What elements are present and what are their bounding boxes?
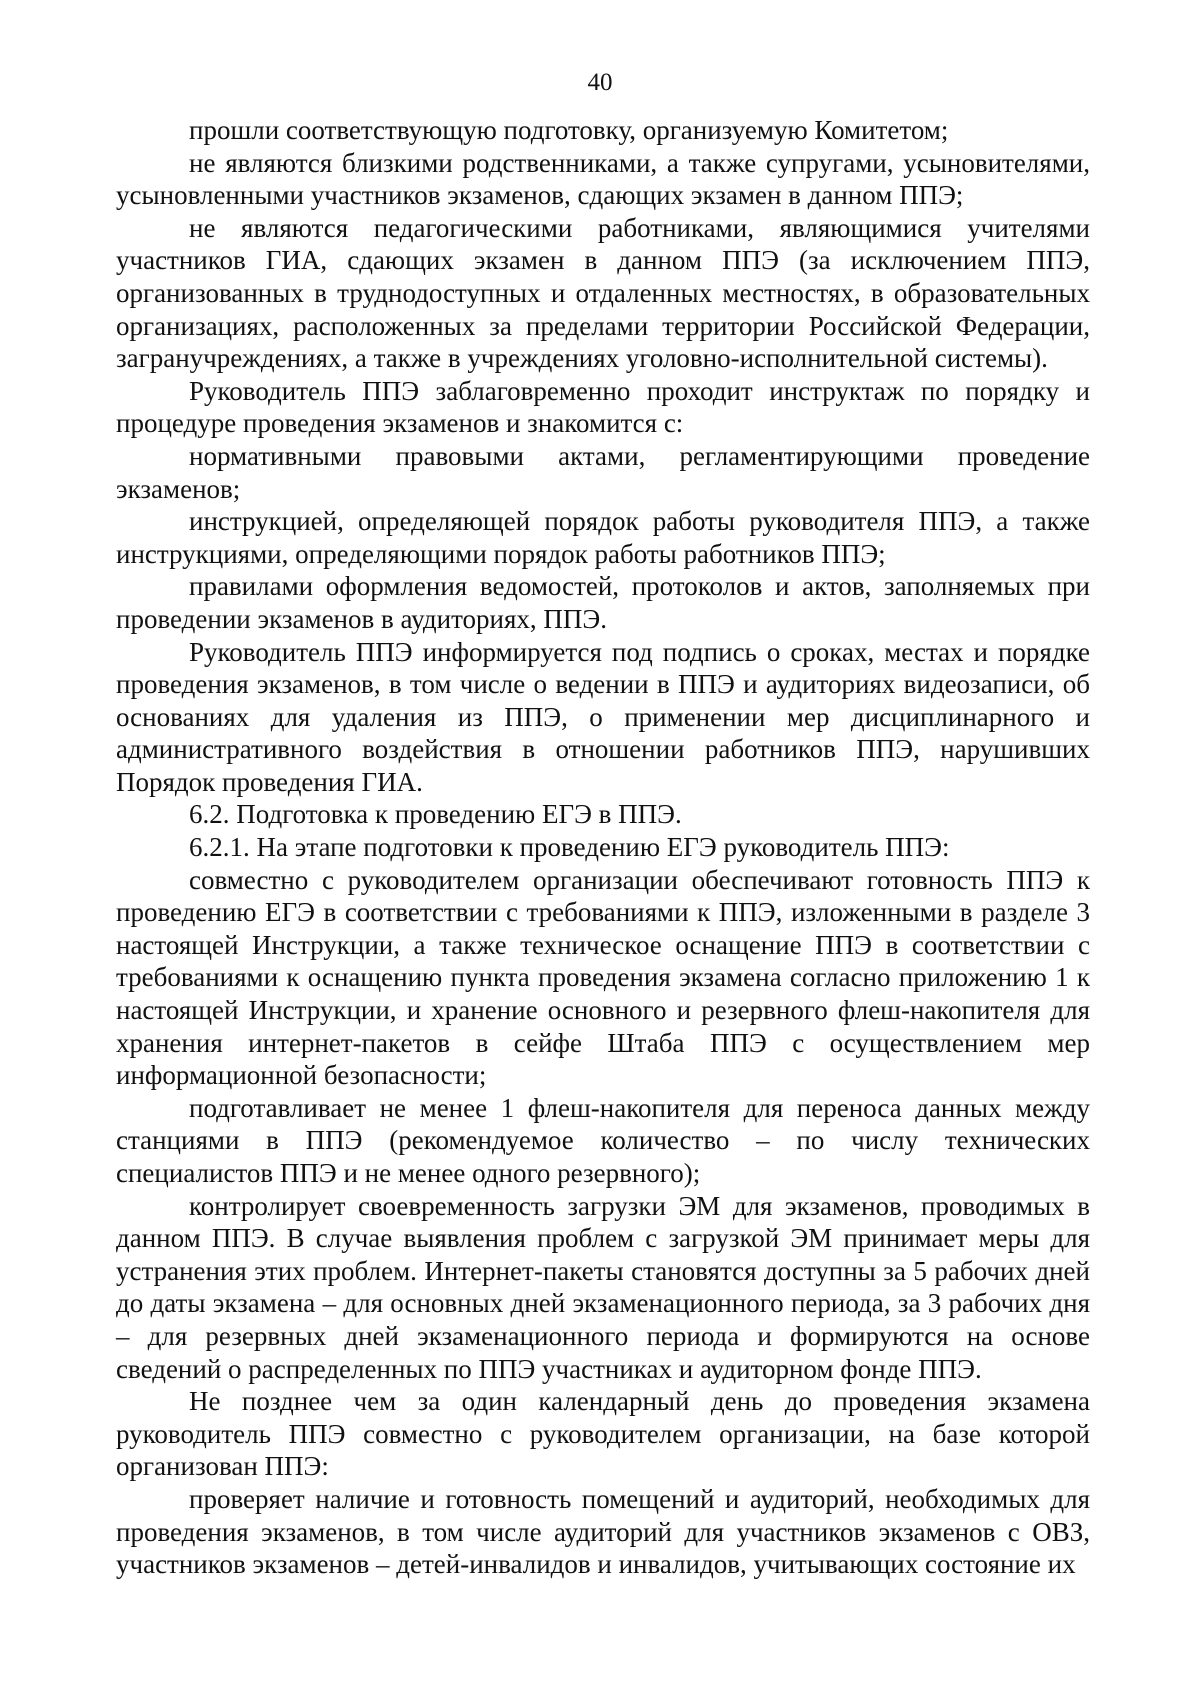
subsection-heading: 6.2.1. На этапе подготовки к проведению ЕГЭ руководитель ППЭ: — [189, 832, 950, 863]
paragraph: Не позднее чем за один календарный день до проведения экзамена руководитель ППЭ совместно с руководителем организации, на базе которой организован ППЭ: — [116, 1386, 1090, 1482]
paragraph: проверяет наличие и готовность помещений и аудиторий, необходимых для проведения экзаменов, в том числе аудиторий для участников экзаменов с ОВЗ, участников экзаменов – детей-инвалидов и инвалидов, учитывающих состояние их — [116, 1483, 1090, 1580]
page-number: 40 — [587, 69, 613, 96]
paragraph: инструкцией, определяющей порядок работы руководителя ППЭ, а также инструкциями, определяющими порядок работы работников ППЭ; — [116, 506, 1090, 569]
paragraph: нормативными правовыми актами, регламентирующими проведение экзаменов; — [116, 440, 1090, 504]
paragraph: не являются близкими родственниками, а также супругами, усыновителями, усыновленными участников экзаменов, сдающих экзамен в данном ППЭ; — [116, 147, 1090, 211]
paragraph: правилами оформления ведомостей, протоколов и актов, заполняемых при проведении экзаменов в аудиториях, ППЭ. — [116, 571, 1090, 634]
paragraph: не являются педагогическими работниками, являющимися учителями участников ГИА, сдающих экзамен в данном ППЭ (за исключением ППЭ, организованных в труднодоступных и отдаленных местностях, в образовательных организациях, расположенных за пределами территории Российской Федерации, загранучреждениях, а также в учреждениях уголовно-исполнительной системы). — [116, 212, 1090, 374]
paragraph: Руководитель ППЭ заблаговременно проходит инструктаж по порядку и процедуре проведения экзаменов и знакомится с: — [116, 375, 1090, 439]
paragraph: Руководитель ППЭ информируется под подпись о сроках, местах и порядке проведения экзаменов, в том числе о ведении в ППЭ и аудиториях видеозаписи, об основаниях для удаления из ППЭ, о применении мер дисциплинарного и административного воздействия в отношении работников ППЭ, нарушивших Порядок проведения ГИА. — [116, 636, 1090, 797]
paragraph: прошли соответствующую подготовку, организуемую Комитетом; — [189, 115, 949, 145]
paragraph: подготавливает не менее 1 флеш-накопителя для переноса данных между станциями в ППЭ (рекомендуемое количество – по числу технических специалистов ППЭ и не менее одного резервного); — [116, 1092, 1090, 1188]
section-heading: 6.2. Подготовка к проведению ЕГЭ в ППЭ. — [189, 799, 682, 830]
paragraph: совместно с руководителем организации обеспечивают готовность ППЭ к проведению ЕГЭ в соответствии с требованиями к ППЭ, изложенными в разделе 3 настоящей Инструкции, а также техническое оснащение ППЭ в соответствии с требованиями к оснащению пункта проведения экзамена согласно приложению 1 к настоящей Инструкции, и хранение основного и резервного флеш-накопителя для хранения интернет-пакетов в сейфе Штаба ППЭ с осуществлением мер информационной безопасности; — [116, 864, 1090, 1091]
paragraph: контролирует своевременность загрузки ЭМ для экзаменов, проводимых в данном ППЭ. В случае выявления проблем с загрузкой ЭМ принимает меры для устранения этих проблем. Интернет-пакеты становятся доступны за 5 рабочих дней до даты экзамена – для основных дней экзаменационного периода, за 3 рабочих дня – для резервных дней экзаменационного периода и формируются на основе сведений о распределенных по ППЭ участниках и аудиторном фонде ППЭ. — [116, 1190, 1090, 1384]
document-body — [116, 114, 1090, 1581]
